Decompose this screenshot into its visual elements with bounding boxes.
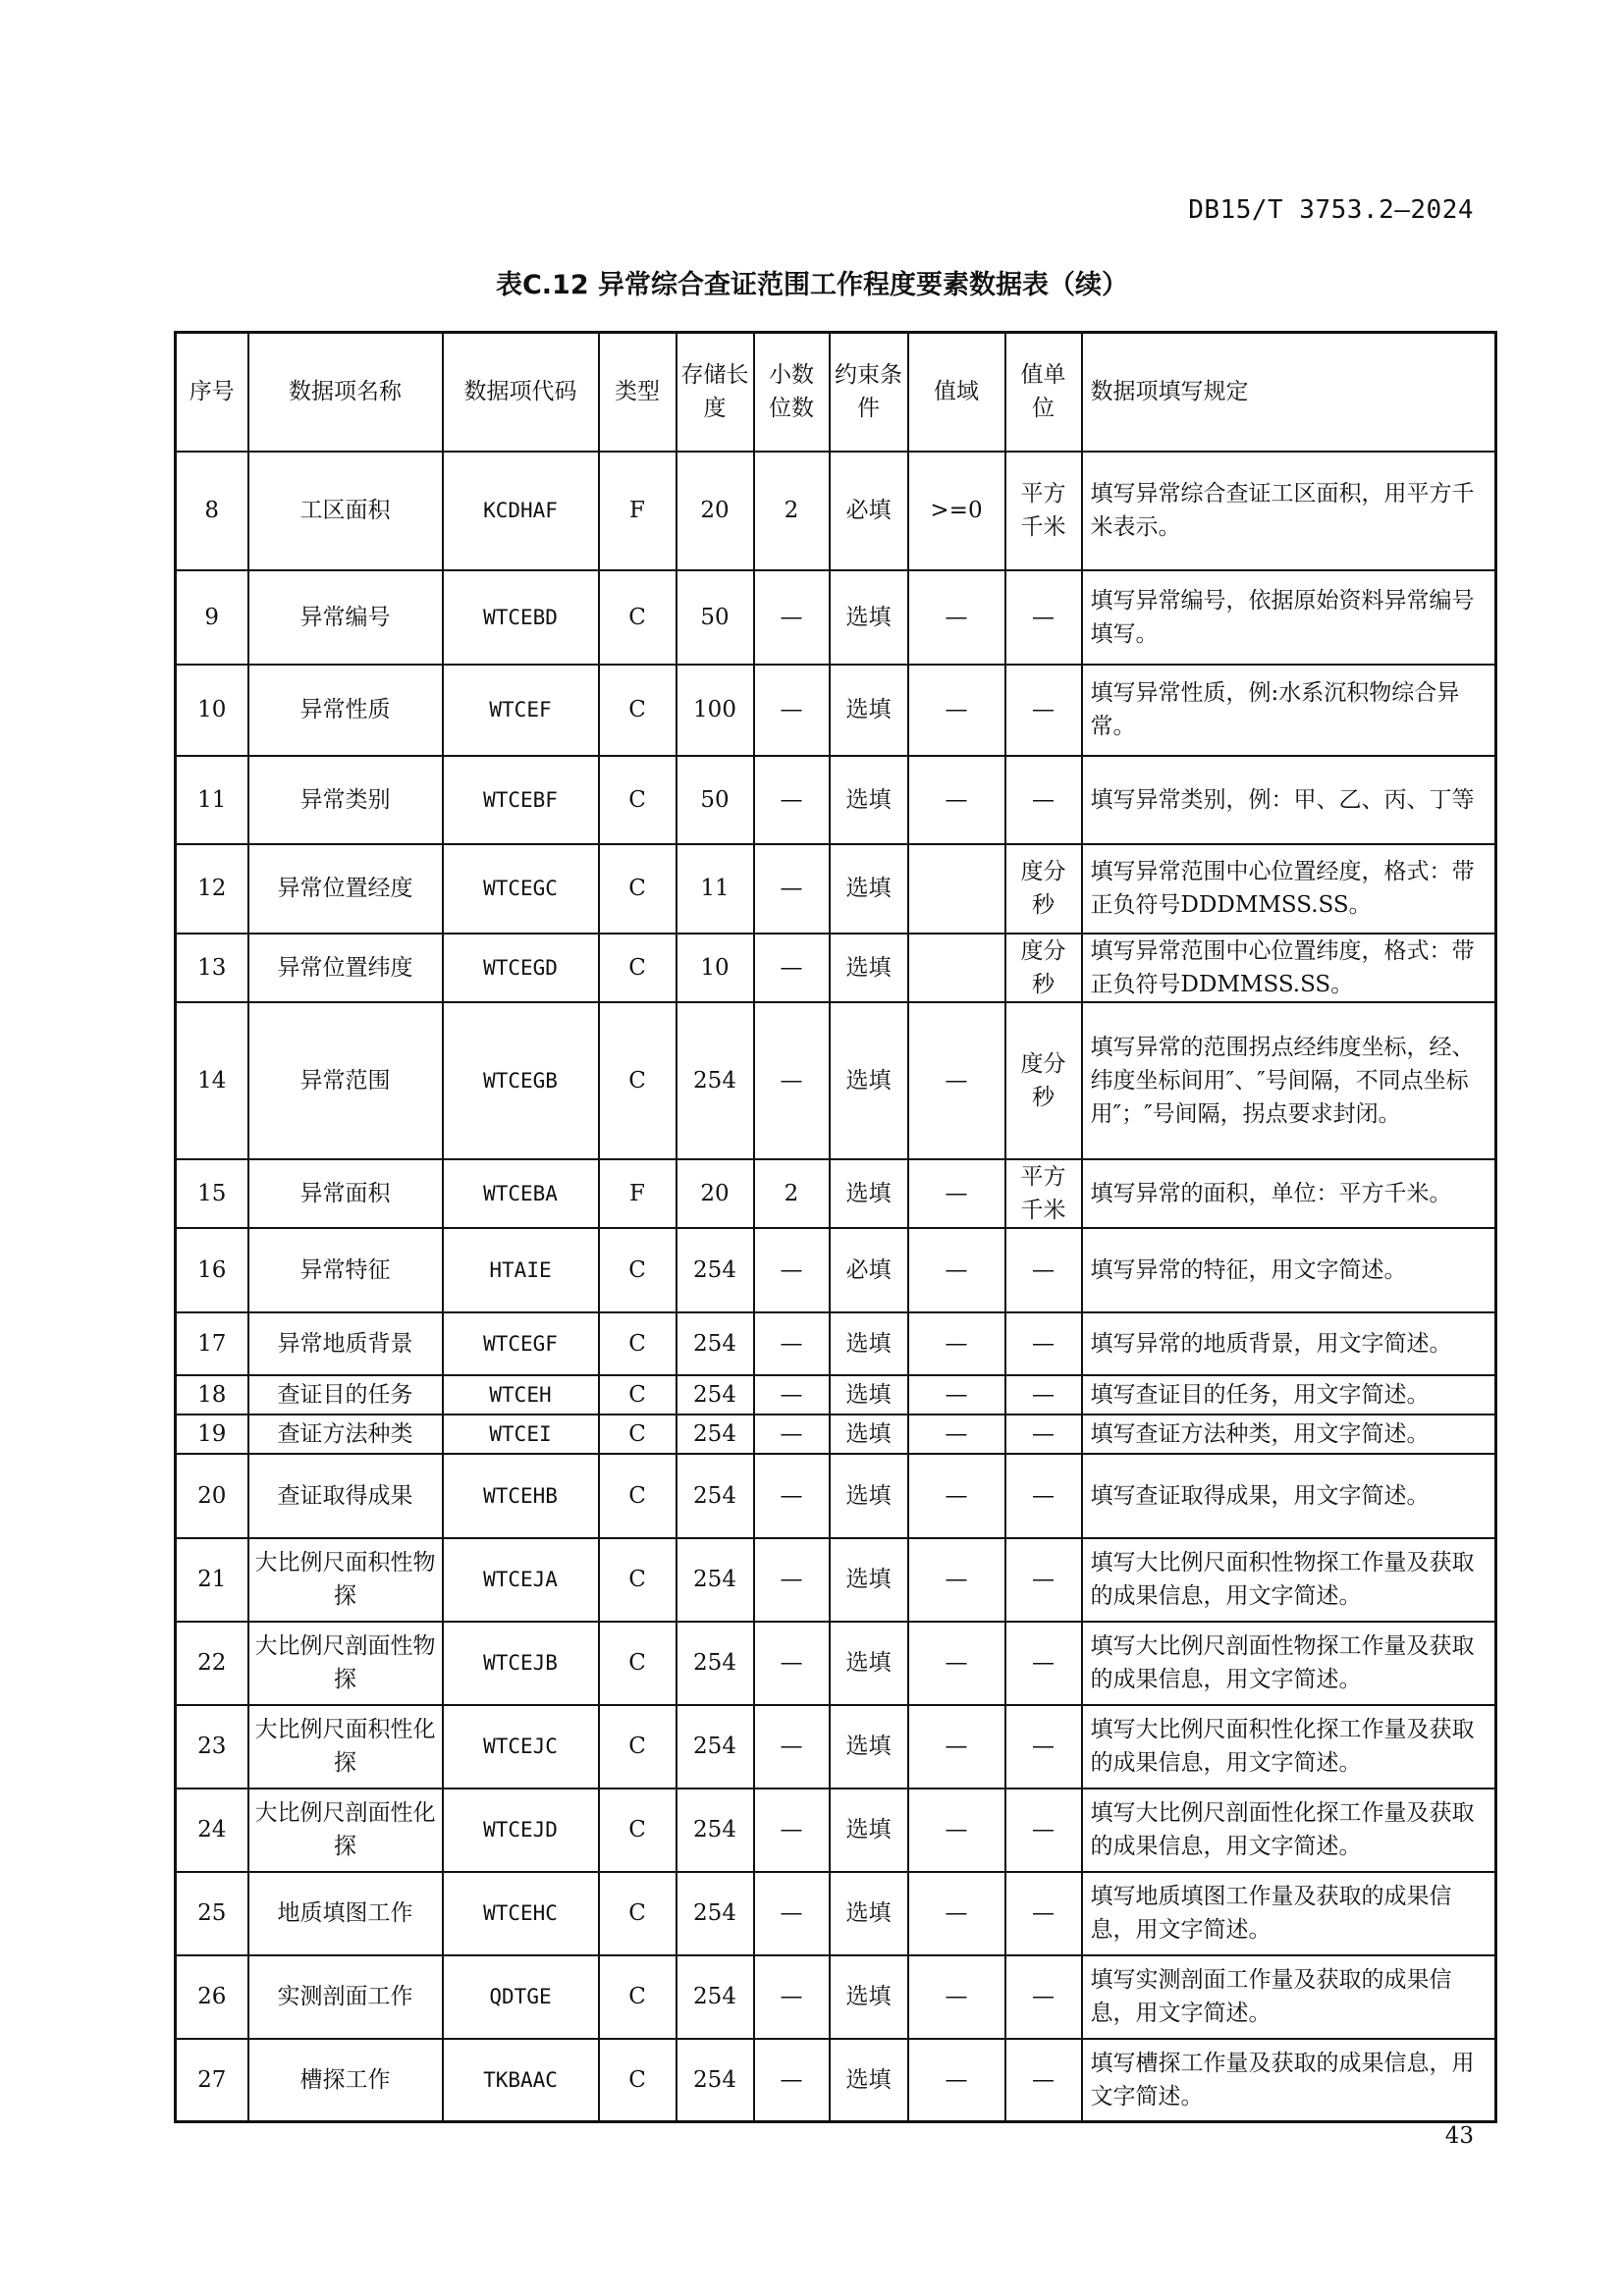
page-number: 43	[1444, 2123, 1474, 2149]
cell-value-unit: 度分秒	[1005, 1002, 1082, 1159]
cell-row-number: 13	[176, 934, 248, 1002]
cell-value-domain	[908, 934, 1005, 1002]
cell-value-unit: —	[1005, 1312, 1082, 1375]
cell-item-type: F	[599, 452, 677, 570]
cell-item-type: C	[599, 934, 677, 1002]
cell-value-unit: —	[1005, 1375, 1082, 1415]
cell-storage-length: 20	[677, 1159, 754, 1228]
cell-storage-length: 254	[677, 1415, 754, 1454]
cell-decimal-places: —	[754, 1454, 830, 1538]
cell-item-name: 槽探工作	[248, 2039, 443, 2122]
cell-storage-length: 100	[677, 665, 754, 756]
cell-value-unit: —	[1005, 1415, 1082, 1454]
table-row	[176, 1872, 1496, 1955]
cell-decimal-places: —	[754, 1415, 830, 1454]
cell-constraint: 选填	[830, 570, 908, 665]
cell-value-unit: —	[1005, 1228, 1082, 1312]
cell-value-domain: —	[908, 1789, 1005, 1872]
table-row	[176, 1228, 1496, 1312]
cell-item-code: WTCEJA	[443, 1538, 599, 1622]
cell-row-number: 14	[176, 1002, 248, 1159]
cell-value-unit: —	[1005, 1622, 1082, 1705]
cell-row-number: 20	[176, 1454, 248, 1538]
table-row	[176, 1002, 1496, 1159]
cell-item-name: 异常面积	[248, 1159, 443, 1228]
cell-fill-rule: 填写异常的面积，单位：平方千米。	[1082, 1159, 1496, 1228]
cell-item-type: C	[599, 1705, 677, 1789]
table-row	[176, 2039, 1496, 2122]
cell-item-type: C	[599, 1789, 677, 1872]
cell-storage-length: 50	[677, 756, 754, 844]
cell-constraint: 选填	[830, 2039, 908, 2122]
cell-decimal-places: —	[754, 1955, 830, 2039]
cell-item-type: C	[599, 1312, 677, 1375]
cell-decimal-places: —	[754, 1622, 830, 1705]
cell-row-number: 8	[176, 452, 248, 570]
cell-row-number: 24	[176, 1789, 248, 1872]
cell-constraint: 必填	[830, 1228, 908, 1312]
cell-item-code: WTCEGF	[443, 1312, 599, 1375]
cell-item-type: C	[599, 1375, 677, 1415]
cell-fill-rule: 填写异常性质，例:水系沉积物综合异常。	[1082, 665, 1496, 756]
cell-fill-rule: 填写异常的范围拐点经纬度坐标，经、纬度坐标间用″、″号间隔，不同点坐标用″；″号间隔，拐点要求封闭。	[1082, 1002, 1496, 1159]
cell-value-unit: —	[1005, 1454, 1082, 1538]
cell-value-domain: —	[908, 1538, 1005, 1622]
cell-constraint: 选填	[830, 1375, 908, 1415]
cell-value-unit: —	[1005, 2039, 1082, 2122]
cell-item-name: 异常类别	[248, 756, 443, 844]
cell-item-name: 大比例尺剖面性化探	[248, 1789, 443, 1872]
cell-item-type: C	[599, 1002, 677, 1159]
cell-fill-rule: 填写大比例尺剖面性物探工作量及获取的成果信息，用文字简述。	[1082, 1622, 1496, 1705]
cell-value-domain: —	[908, 1705, 1005, 1789]
cell-constraint: 选填	[830, 1159, 908, 1228]
cell-fill-rule: 填写查证方法种类，用文字简述。	[1082, 1415, 1496, 1454]
cell-value-unit: —	[1005, 1538, 1082, 1622]
cell-fill-rule: 填写异常综合查证工区面积，用平方千米表示。	[1082, 452, 1496, 570]
cell-storage-length: 254	[677, 1955, 754, 2039]
cell-value-domain: —	[908, 1375, 1005, 1415]
cell-constraint: 选填	[830, 1454, 908, 1538]
cell-item-code: WTCEBA	[443, 1159, 599, 1228]
cell-row-number: 16	[176, 1228, 248, 1312]
cell-item-name: 异常地质背景	[248, 1312, 443, 1375]
cell-decimal-places: —	[754, 1538, 830, 1622]
cell-value-unit: —	[1005, 1955, 1082, 2039]
cell-fill-rule: 填写异常范围中心位置经度，格式：带正负符号DDDMMSS.SS。	[1082, 844, 1496, 934]
cell-row-number: 27	[176, 2039, 248, 2122]
cell-item-name: 异常位置纬度	[248, 934, 443, 1002]
col-header: 值域	[908, 333, 1005, 452]
cell-constraint: 选填	[830, 1312, 908, 1375]
cell-value-domain: —	[908, 1312, 1005, 1375]
cell-value-domain: —	[908, 665, 1005, 756]
col-header: 序号	[176, 333, 248, 452]
cell-value-unit: —	[1005, 1789, 1082, 1872]
cell-value-domain: —	[908, 570, 1005, 665]
cell-item-name: 异常特征	[248, 1228, 443, 1312]
col-header: 数据项代码	[443, 333, 599, 452]
cell-item-type: C	[599, 665, 677, 756]
table-row	[176, 1454, 1496, 1538]
cell-fill-rule: 填写异常范围中心位置纬度，格式：带正负符号DDMMSS.SS。	[1082, 934, 1496, 1002]
table-row	[176, 934, 1496, 1002]
table-row	[176, 452, 1496, 570]
cell-row-number: 18	[176, 1375, 248, 1415]
cell-value-domain	[908, 844, 1005, 934]
cell-value-unit: —	[1005, 570, 1082, 665]
cell-item-type: C	[599, 570, 677, 665]
cell-item-name: 实测剖面工作	[248, 1955, 443, 2039]
cell-fill-rule: 填写大比例尺面积性化探工作量及获取的成果信息，用文字简述。	[1082, 1705, 1496, 1789]
cell-value-domain: —	[908, 1872, 1005, 1955]
cell-item-code: WTCEI	[443, 1415, 599, 1454]
cell-value-domain: —	[908, 1955, 1005, 2039]
table-row	[176, 1538, 1496, 1622]
cell-storage-length: 50	[677, 570, 754, 665]
cell-value-domain: —	[908, 756, 1005, 844]
cell-row-number: 25	[176, 1872, 248, 1955]
cell-item-code: WTCEJD	[443, 1789, 599, 1872]
standard-code: DB15/T 3753.2—2024	[1188, 195, 1474, 225]
cell-row-number: 9	[176, 570, 248, 665]
cell-constraint: 选填	[830, 665, 908, 756]
cell-row-number: 17	[176, 1312, 248, 1375]
cell-storage-length: 254	[677, 1312, 754, 1375]
table-row	[176, 844, 1496, 934]
col-header: 约束条件	[830, 333, 908, 452]
cell-fill-rule: 填写异常编号，依据原始资料异常编号填写。	[1082, 570, 1496, 665]
cell-item-code: WTCEJB	[443, 1622, 599, 1705]
cell-row-number: 23	[176, 1705, 248, 1789]
cell-item-name: 工区面积	[248, 452, 443, 570]
cell-decimal-places: —	[754, 665, 830, 756]
cell-item-name: 异常编号	[248, 570, 443, 665]
col-header: 数据项名称	[248, 333, 443, 452]
col-header: 存储长度	[677, 333, 754, 452]
table-caption: 表C.12 异常综合查证范围工作程度要素数据表（续）	[495, 270, 1129, 300]
col-header: 值单位	[1005, 333, 1082, 452]
cell-item-code: WTCEJC	[443, 1705, 599, 1789]
cell-storage-length: 254	[677, 1538, 754, 1622]
cell-value-domain: —	[908, 1454, 1005, 1538]
table-row	[176, 1789, 1496, 1872]
cell-constraint: 选填	[830, 1789, 908, 1872]
cell-fill-rule: 填写地质填图工作量及获取的成果信息，用文字简述。	[1082, 1872, 1496, 1955]
table-row	[176, 1375, 1496, 1415]
cell-item-code: WTCEHB	[443, 1454, 599, 1538]
cell-constraint: 选填	[830, 1955, 908, 2039]
cell-item-code: WTCEGC	[443, 844, 599, 934]
cell-constraint: 选填	[830, 1002, 908, 1159]
cell-decimal-places: —	[754, 1002, 830, 1159]
cell-fill-rule: 填写实测剖面工作量及获取的成果信息，用文字简述。	[1082, 1955, 1496, 2039]
cell-storage-length: 254	[677, 1375, 754, 1415]
cell-fill-rule: 填写槽探工作量及获取的成果信息，用文字简述。	[1082, 2039, 1496, 2122]
cell-fill-rule: 填写大比例尺面积性物探工作量及获取的成果信息，用文字简述。	[1082, 1538, 1496, 1622]
cell-constraint: 必填	[830, 452, 908, 570]
cell-storage-length: 11	[677, 844, 754, 934]
cell-value-unit: —	[1005, 756, 1082, 844]
cell-constraint: 选填	[830, 1538, 908, 1622]
cell-storage-length: 254	[677, 1622, 754, 1705]
cell-storage-length: 254	[677, 1872, 754, 1955]
cell-item-type: C	[599, 1415, 677, 1454]
cell-decimal-places: —	[754, 1872, 830, 1955]
cell-value-unit: —	[1005, 1872, 1082, 1955]
cell-decimal-places: —	[754, 844, 830, 934]
cell-fill-rule: 填写查证目的任务，用文字简述。	[1082, 1375, 1496, 1415]
cell-item-type: F	[599, 1159, 677, 1228]
cell-value-domain: —	[908, 1159, 1005, 1228]
cell-value-domain: —	[908, 2039, 1005, 2122]
cell-item-code: WTCEGD	[443, 934, 599, 1002]
cell-storage-length: 254	[677, 1705, 754, 1789]
cell-decimal-places: 2	[754, 452, 830, 570]
cell-row-number: 19	[176, 1415, 248, 1454]
cell-row-number: 22	[176, 1622, 248, 1705]
cell-decimal-places: —	[754, 2039, 830, 2122]
cell-item-code: KCDHAF	[443, 452, 599, 570]
cell-item-type: C	[599, 756, 677, 844]
cell-item-name: 大比例尺剖面性物探	[248, 1622, 443, 1705]
cell-value-domain: —	[908, 1228, 1005, 1312]
cell-value-unit: —	[1005, 1705, 1082, 1789]
cell-item-name: 异常性质	[248, 665, 443, 756]
cell-item-name: 地质填图工作	[248, 1872, 443, 1955]
cell-item-name: 异常范围	[248, 1002, 443, 1159]
cell-storage-length: 254	[677, 2039, 754, 2122]
cell-storage-length: 254	[677, 1454, 754, 1538]
cell-constraint: 选填	[830, 756, 908, 844]
cell-item-type: C	[599, 844, 677, 934]
cell-item-code: WTCEBD	[443, 570, 599, 665]
cell-row-number: 12	[176, 844, 248, 934]
cell-decimal-places: —	[754, 1228, 830, 1312]
cell-decimal-places: —	[754, 1789, 830, 1872]
cell-storage-length: 254	[677, 1228, 754, 1312]
table-row	[176, 1159, 1496, 1228]
cell-storage-length: 254	[677, 1002, 754, 1159]
cell-item-name: 大比例尺面积性物探	[248, 1538, 443, 1622]
cell-decimal-places: —	[754, 1375, 830, 1415]
cell-item-code: WTCEBF	[443, 756, 599, 844]
cell-item-type: C	[599, 1622, 677, 1705]
cell-constraint: 选填	[830, 1622, 908, 1705]
cell-item-name: 查证方法种类	[248, 1415, 443, 1454]
table-row	[176, 570, 1496, 665]
cell-row-number: 11	[176, 756, 248, 844]
cell-fill-rule: 填写异常的特征，用文字简述。	[1082, 1228, 1496, 1312]
cell-fill-rule: 填写大比例尺剖面性化探工作量及获取的成果信息，用文字简述。	[1082, 1789, 1496, 1872]
cell-constraint: 选填	[830, 934, 908, 1002]
cell-constraint: 选填	[830, 1415, 908, 1454]
cell-row-number: 21	[176, 1538, 248, 1622]
cell-item-name: 大比例尺面积性化探	[248, 1705, 443, 1789]
cell-row-number: 26	[176, 1955, 248, 2039]
cell-decimal-places: —	[754, 756, 830, 844]
cell-item-code: WTCEGB	[443, 1002, 599, 1159]
cell-fill-rule: 填写异常的地质背景，用文字简述。	[1082, 1312, 1496, 1375]
cell-item-code: WTCEHC	[443, 1872, 599, 1955]
table-header-row	[176, 333, 1496, 452]
cell-value-domain: —	[908, 1002, 1005, 1159]
cell-item-type: C	[599, 1454, 677, 1538]
data-table	[174, 331, 1497, 2123]
cell-item-type: C	[599, 1228, 677, 1312]
cell-decimal-places: —	[754, 570, 830, 665]
cell-item-code: WTCEH	[443, 1375, 599, 1415]
cell-fill-rule: 填写异常类别，例：甲、乙、丙、丁等	[1082, 756, 1496, 844]
cell-value-unit: —	[1005, 665, 1082, 756]
cell-item-name: 查证目的任务	[248, 1375, 443, 1415]
cell-item-code: TKBAAC	[443, 2039, 599, 2122]
col-header: 类型	[599, 333, 677, 452]
table-row	[176, 665, 1496, 756]
cell-storage-length: 254	[677, 1789, 754, 1872]
cell-item-code: HTAIE	[443, 1228, 599, 1312]
cell-decimal-places: —	[754, 934, 830, 1002]
cell-row-number: 10	[176, 665, 248, 756]
table-row	[176, 1955, 1496, 2039]
cell-value-unit: 度分秒	[1005, 844, 1082, 934]
cell-item-code: QDTGE	[443, 1955, 599, 2039]
col-header: 小数位数	[754, 333, 830, 452]
cell-constraint: 选填	[830, 844, 908, 934]
col-header: 数据项填写规定	[1082, 333, 1496, 452]
table-row	[176, 756, 1496, 844]
cell-item-name: 异常位置经度	[248, 844, 443, 934]
cell-decimal-places: 2	[754, 1159, 830, 1228]
cell-value-unit: 度分秒	[1005, 934, 1082, 1002]
cell-item-type: C	[599, 1955, 677, 2039]
table-row	[176, 1622, 1496, 1705]
table-row	[176, 1415, 1496, 1454]
cell-storage-length: 10	[677, 934, 754, 1002]
table-row	[176, 1705, 1496, 1789]
cell-fill-rule: 填写查证取得成果，用文字简述。	[1082, 1454, 1496, 1538]
cell-decimal-places: —	[754, 1705, 830, 1789]
cell-item-code: WTCEF	[443, 665, 599, 756]
cell-value-domain: —	[908, 1622, 1005, 1705]
cell-item-type: C	[599, 1872, 677, 1955]
cell-value-domain: —	[908, 1415, 1005, 1454]
cell-decimal-places: —	[754, 1312, 830, 1375]
cell-item-type: C	[599, 1538, 677, 1622]
table-row	[176, 1312, 1496, 1375]
cell-value-domain: >=0	[908, 452, 1005, 570]
cell-item-name: 查证取得成果	[248, 1454, 443, 1538]
cell-storage-length: 20	[677, 452, 754, 570]
cell-constraint: 选填	[830, 1872, 908, 1955]
cell-value-unit: 平方千米	[1005, 1159, 1082, 1228]
cell-constraint: 选填	[830, 1705, 908, 1789]
cell-row-number: 15	[176, 1159, 248, 1228]
cell-value-unit: 平方千米	[1005, 452, 1082, 570]
cell-item-type: C	[599, 2039, 677, 2122]
